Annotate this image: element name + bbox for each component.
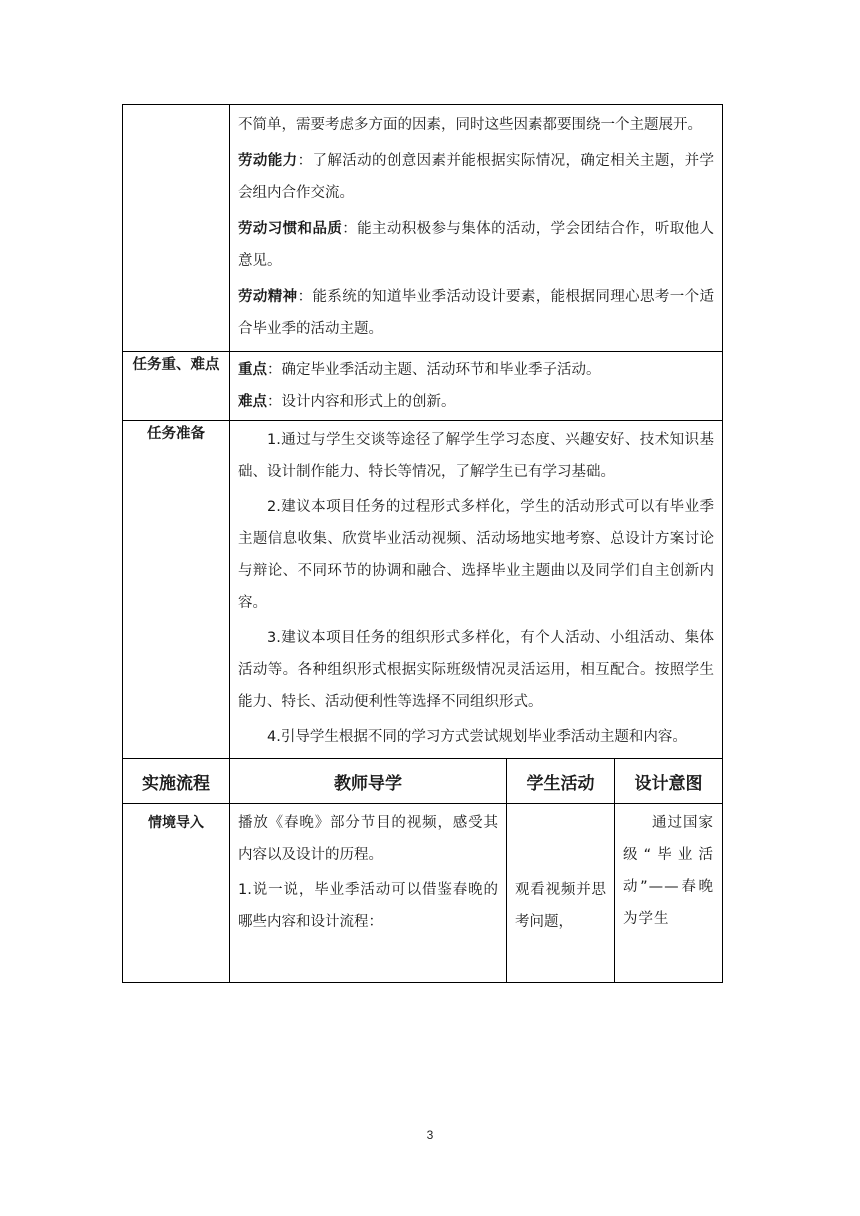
key-point-label: 重点: [238, 362, 267, 378]
preparation-content: [230, 421, 723, 759]
stage-label: 情境导入: [123, 804, 230, 983]
objectives-content-cell: [230, 105, 723, 352]
objective-text: ：能主动积极参与集体的活动，学会团结合作，听取他人意见。: [238, 221, 715, 269]
key-difficulty-row: [123, 352, 723, 421]
design-intent-text: 通过国家级“毕业活动”——春晚为学生: [623, 815, 715, 927]
difficulty-text: ：设计内容和形式上的创新。: [267, 394, 456, 410]
lesson-plan-table: [122, 104, 723, 983]
key-difficulty-content: [230, 352, 723, 421]
objectives-intro: 不简单，需要考虑多方面的因素，同时这些因素都要围绕一个主题展开。: [238, 117, 702, 133]
design-intent-cell: [615, 804, 723, 983]
objective-labor-habits: [238, 213, 714, 277]
objective-label: 劳动能力: [238, 153, 298, 169]
difficulty-point: [238, 386, 714, 418]
objective-text: ：了解活动的创意因素并能根据实际情况，确定相关主题，并学会组内合作交流。: [238, 153, 715, 201]
preparation-label: 任务准备: [123, 421, 230, 759]
objectives-label-cell: [123, 105, 230, 352]
objective-labor-spirit: [238, 281, 714, 345]
preparation-paragraph: 3.建议本项目任务的组织形式多样化，有个人活动、小组活动、集体活动等。各种组织形式根据实际班级情况灵活运用，相互配合。按照学生能力、特长、活动便利性等选择不同组织形式。: [238, 630, 715, 710]
header-process: 实施流程: [123, 759, 230, 804]
teacher-guidance-p1: 播放《春晚》部分节目的视频，感受其内容以及设计的历程。: [238, 815, 498, 863]
objective-text: ：能系统的知道毕业季活动设计要素，能根据同理心思考一个适合毕业季的活动主题。: [238, 289, 715, 337]
preparation-paragraph: 4.引导学生根据不同的学习方式尝试规划毕业季活动主题和内容。: [267, 729, 687, 745]
key-difficulty-label: 任务重、难点: [123, 352, 230, 421]
process-row-intro: [123, 804, 723, 983]
teacher-guidance-cell: [230, 804, 507, 983]
teacher-guidance-p2: 1.说一说，毕业季活动可以借鉴春晚的哪些内容和设计流程：: [238, 882, 498, 930]
student-activity-text: 观看视频并思考问题，: [515, 882, 606, 930]
preparation-row: [123, 421, 723, 759]
page-number: 3: [426, 1128, 434, 1142]
key-point-text: ：确定毕业季活动主题、活动环节和毕业季子活动。: [267, 362, 601, 378]
header-teacher-guidance: 教师导学: [230, 759, 507, 804]
student-activity-cell: [507, 804, 615, 983]
objectives-row: [123, 105, 723, 352]
process-header-row: [123, 759, 723, 804]
header-design-intent: 设计意图: [615, 759, 723, 804]
preparation-paragraph: 2.建议本项目任务的过程形式多样化，学生的活动形式可以有毕业季主题信息收集、欣赏毕业活动视频、活动场地实地考察、总设计方案讨论与辩论、不同环节的协调和融合、选择毕业主题曲以及同学们自主创新内容。: [238, 499, 715, 611]
objective-label: 劳动习惯和品质: [238, 221, 343, 237]
difficulty-label: 难点: [238, 394, 267, 410]
header-student-activity: 学生活动: [507, 759, 615, 804]
key-point: [238, 354, 714, 386]
preparation-paragraph: 1.通过与学生交谈等途径了解学生学习态度、兴趣安好、技术知识基础、设计制作能力、特长等情况，了解学生已有学习基础。: [238, 432, 715, 480]
objective-labor-ability: [238, 145, 714, 209]
objective-label: 劳动精神: [238, 289, 298, 305]
